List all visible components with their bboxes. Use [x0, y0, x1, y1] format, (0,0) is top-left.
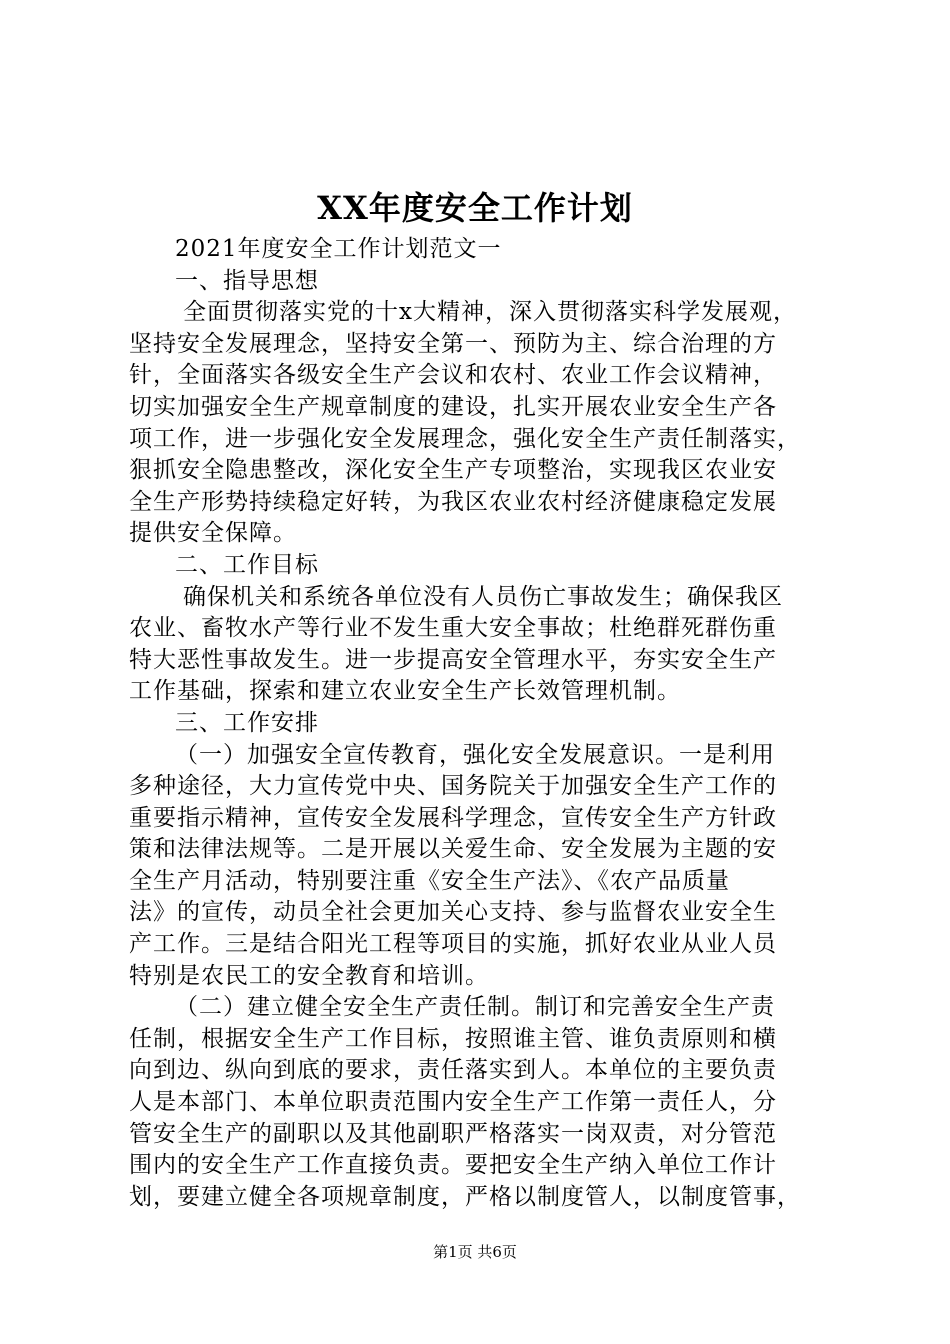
doc-line: （一）加强安全宣传教育，强化安全发展意识。一是利用 [175, 741, 775, 768]
doc-line: 针，全面落实各级安全生产会议和农村、农业工作会议精神， [129, 362, 777, 389]
doc-line: 划，要建立健全各项规章制度，严格以制度管人，以制度管事， [129, 1183, 801, 1210]
section-heading: 一、指导思想 [175, 267, 319, 294]
doc-line: 任制，根据安全生产工作目标，按照谁主管、谁负责原则和横 [129, 1025, 777, 1052]
doc-line: 切实加强安全生产规章制度的建设，扎实开展农业安全生产各 [129, 393, 777, 420]
doc-line: 确保机关和系统各单位没有人员伤亡事故发生；确保我区 [183, 583, 783, 610]
section-heading: 三、工作安排 [175, 709, 319, 736]
doc-line: 全生产月活动，特别要注重《安全生产法》、《农产品质量 [129, 867, 730, 894]
doc-line: （二）建立健全安全生产责任制。制订和完善安全生产责 [175, 994, 775, 1021]
doc-line: 管安全生产的副职以及其他副职严格落实一岗双责，对分管范 [129, 1120, 777, 1147]
doc-line: 2021年度安全工作计划范文一 [175, 236, 502, 262]
section-heading: 二、工作目标 [175, 551, 319, 578]
document-body [129, 234, 841, 1213]
document-title: XX年度安全工作计划 [317, 189, 633, 227]
doc-line: 坚持安全发展理念，坚持安全第一、预防为主、综合治理的方 [129, 330, 777, 357]
doc-line: 策和法律法规等。二是开展以关爱生命、安全发展为主题的安 [129, 836, 777, 863]
page-number: 第1页 共6页 [433, 1243, 517, 1261]
doc-line: 提供安全保障。 [129, 520, 297, 547]
doc-line: 重要指示精神，宣传安全发展科学理念，宣传安全生产方针政 [129, 804, 777, 831]
doc-line: 工作基础，探索和建立农业安全生产长效管理机制。 [129, 678, 681, 705]
doc-line: 向到边、纵向到底的要求，责任落实到人。本单位的主要负责 [129, 1057, 777, 1084]
doc-line: 产工作。三是结合阳光工程等项目的实施，抓好农业从业人员 [129, 931, 777, 958]
doc-line: 围内的安全生产工作直接负责。要把安全生产纳入单位工作计 [129, 1152, 777, 1179]
doc-line: 多种途径，大力宣传党中央、国务院关于加强安全生产工作的 [129, 773, 777, 800]
doc-line: 项工作，进一步强化安全发展理念，强化安全生产责任制落实， [129, 425, 801, 452]
doc-line: 特大恶性事故发生。进一步提高安全管理水平，夯实安全生产 [129, 646, 777, 673]
doc-line: 农业、畜牧水产等行业不发生重大安全事故；杜绝群死群伤重 [129, 615, 777, 642]
doc-line: 特别是农民工的安全教育和培训。 [129, 962, 489, 989]
doc-line: 全生产形势持续稳定好转，为我区农业农村经济健康稳定发展 [129, 488, 777, 515]
doc-line: 全面贯彻落实党的十x大精神，深入贯彻落实科学发展观， [183, 299, 797, 326]
doc-line: 狠抓安全隐患整改，深化安全生产专项整治，实现我区农业安 [129, 457, 777, 484]
doc-line: 人是本部门、本单位职责范围内安全生产工作第一责任人，分 [129, 1089, 777, 1116]
doc-line: 法》的宣传，动员全社会更加关心支持、参与监督农业安全生 [129, 899, 777, 926]
